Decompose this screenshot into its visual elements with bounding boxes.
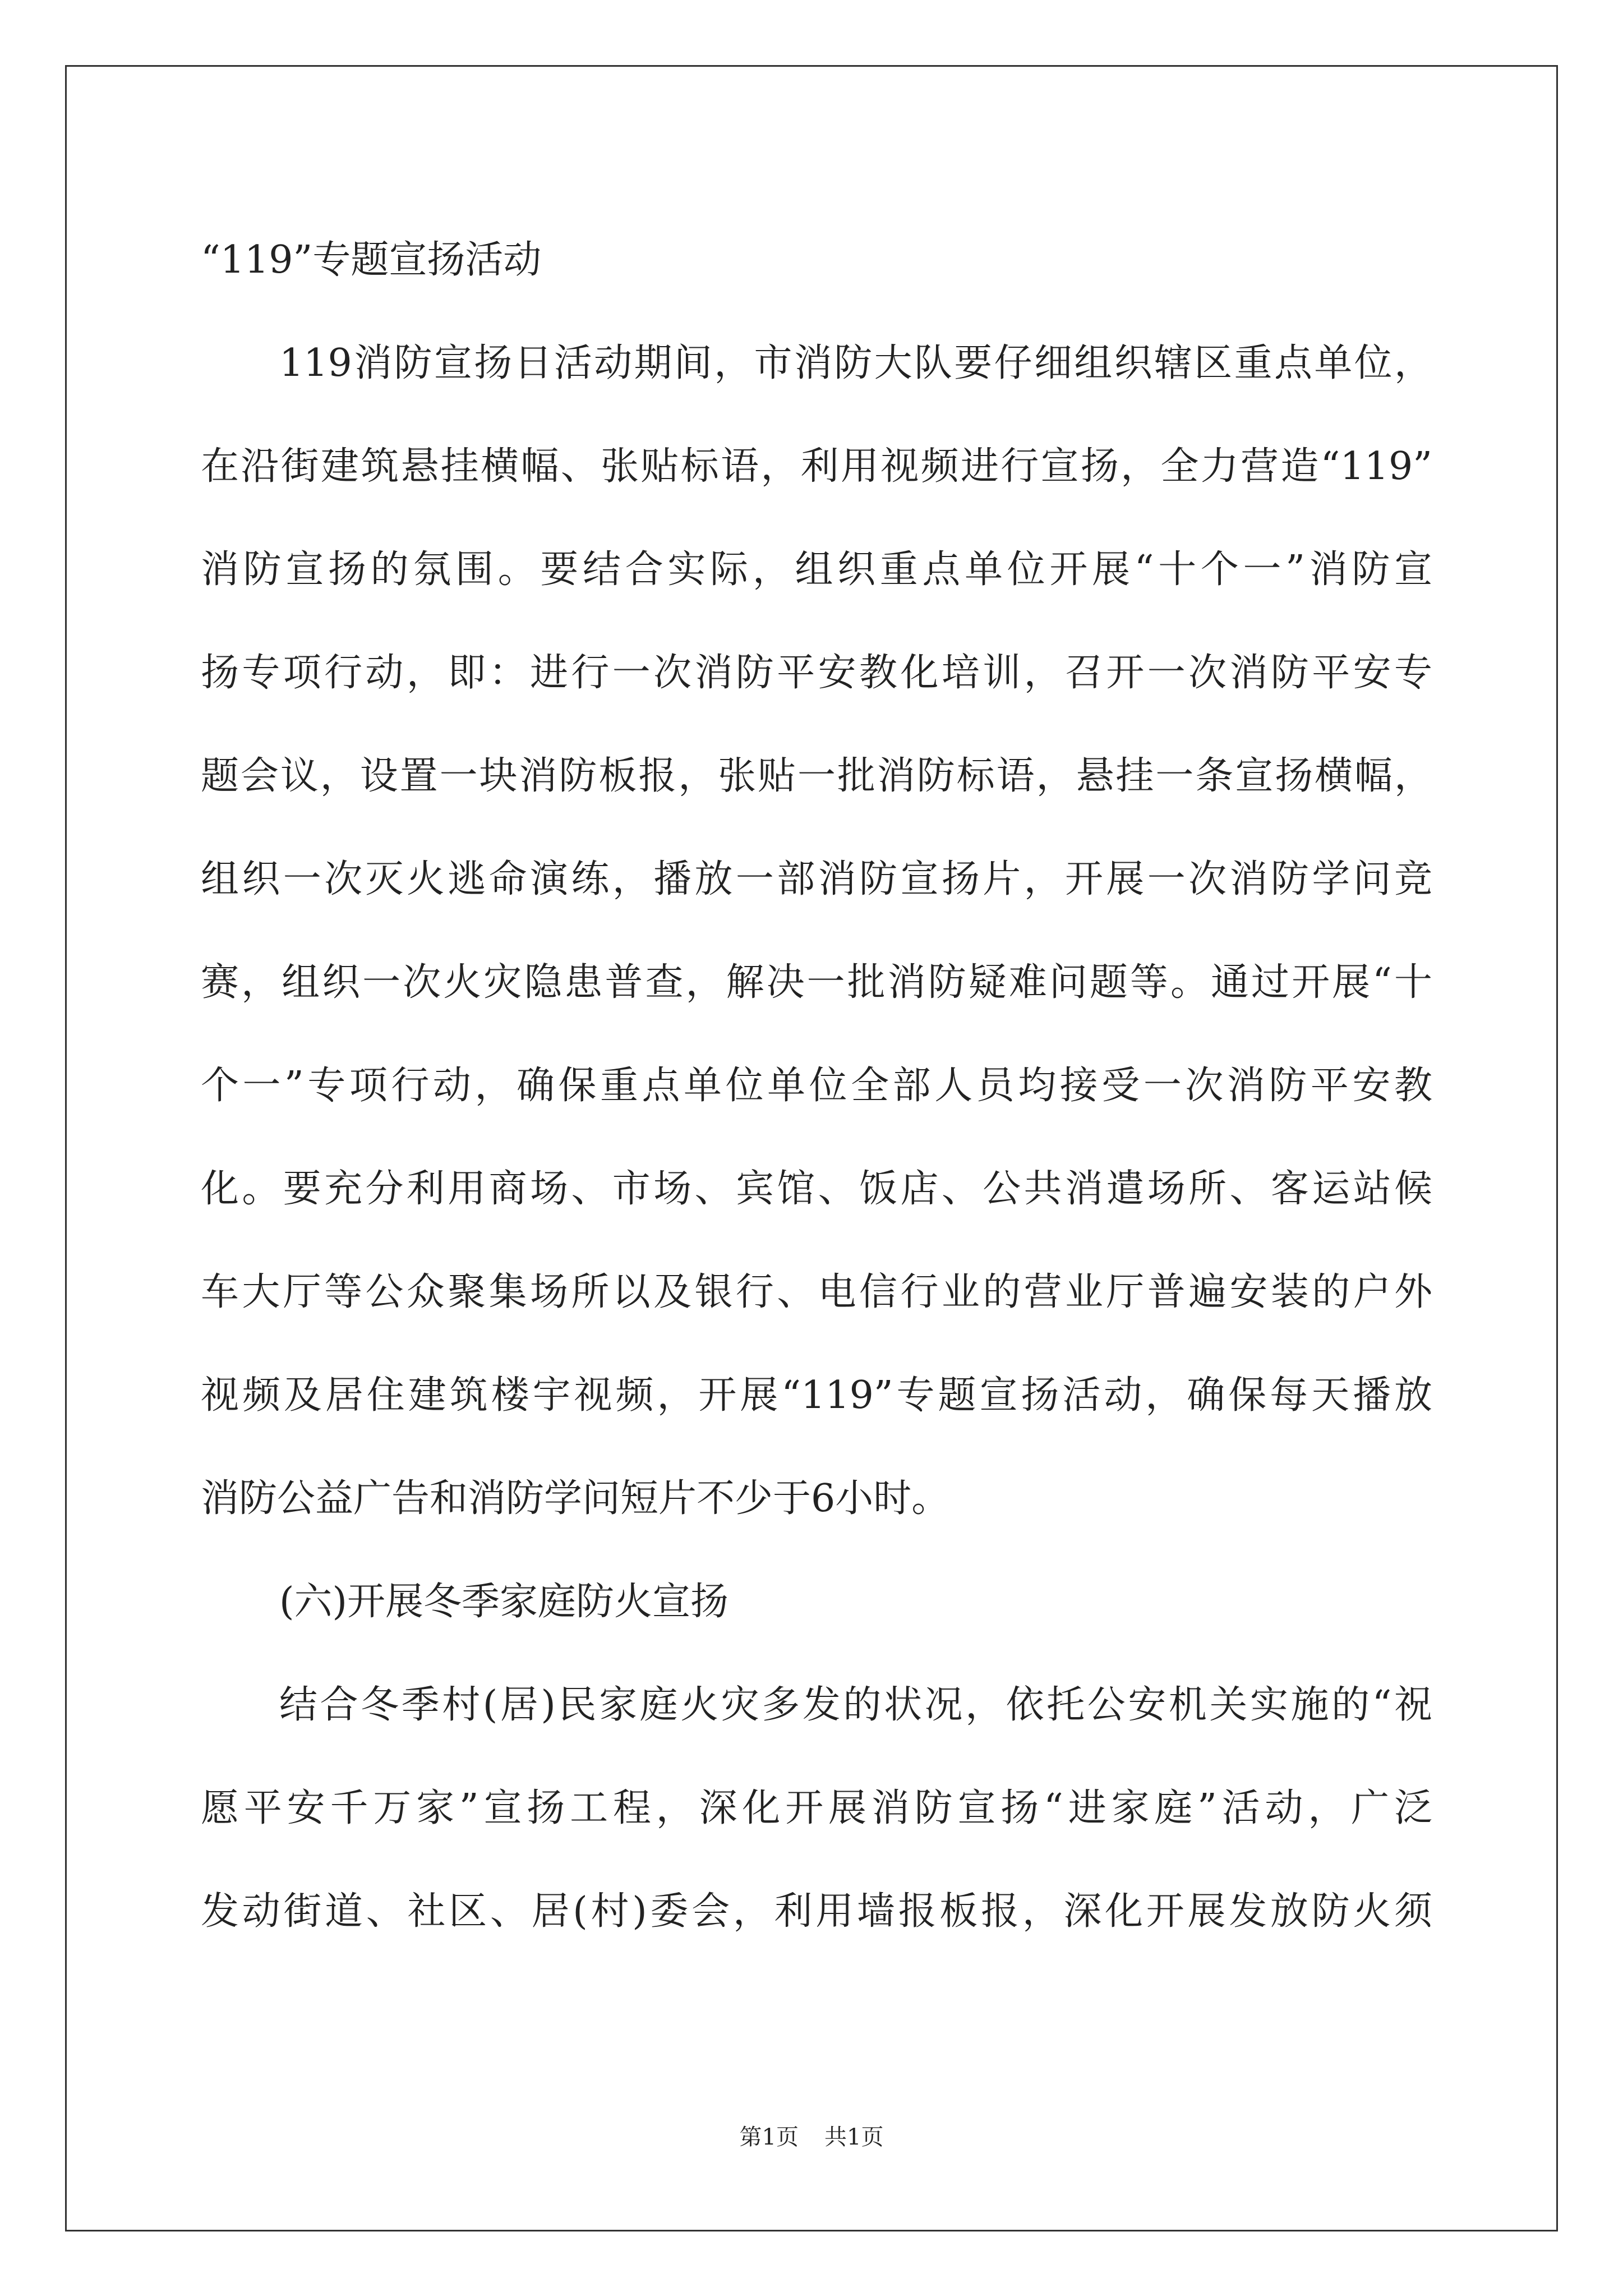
paragraph-line: 赛，组织一次火灾隐患普查，解决一批消防疑难问题等。通过开展“十 — [201, 960, 1432, 1005]
paragraph-line: 车大厅等公众聚集场所以及银行、电信行业的营业厅普遍安装的户外 — [201, 1270, 1432, 1314]
paragraph-line: 视频及居住建筑楼宇视频，开展“119”专题宣扬活动，确保每天播放 — [201, 1373, 1432, 1418]
paragraph-line: 化。要充分利用商场、市场、宾馆、饭店、公共消遣场所、客运站候 — [201, 1167, 1432, 1211]
paragraph-line: 发动街道、社区、居(村)委会，利用墙报板报，深化开展发放防火须 — [201, 1889, 1432, 1934]
section-heading: “119”专题宣扬活动 — [201, 238, 542, 282]
page-number: 第1页 — [739, 2124, 799, 2150]
subsection-heading: (六)开展冬季家庭防火宣扬 — [279, 1580, 729, 1624]
paragraph-line: 消防宣扬的氛围。要结合实际，组织重点单位开展“十个一”消防宣 — [201, 547, 1432, 592]
paragraph-line: 在沿街建筑悬挂横幅、张贴标语，利用视频进行宣扬，全力营造“119” — [201, 444, 1432, 489]
paragraph-line: 结合冬季村(居)民家庭火灾多发的状况，依托公安机关实施的“祝 — [279, 1683, 1432, 1727]
paragraph-line: 119消防宣扬日活动期间，市消防大队要仔细组织辖区重点单位， — [279, 341, 1432, 385]
paragraph-line: 消防公益广告和消防学问短片不少于6小时。 — [201, 1476, 950, 1521]
document-body — [201, 209, 1432, 1963]
paragraph-line: 组织一次灭火逃命演练，播放一部消防宣扬片，开展一次消防学问竞 — [201, 857, 1432, 901]
page-total: 共1页 — [824, 2124, 884, 2150]
paragraph-line: 扬专项行动，即：进行一次消防平安教化培训，召开一次消防平安专 — [201, 651, 1432, 695]
paragraph-line: 愿平安千万家”宣扬工程，深化开展消防宣扬“进家庭”活动，广泛 — [201, 1786, 1432, 1830]
page-footer — [0, 2120, 1623, 2154]
paragraph-line: 题会议，设置一块消防板报，张贴一批消防标语，悬挂一条宣扬横幅， — [201, 754, 1432, 798]
paragraph-line: 个一”专项行动，确保重点单位单位全部人员均接受一次消防平安教 — [201, 1064, 1432, 1108]
